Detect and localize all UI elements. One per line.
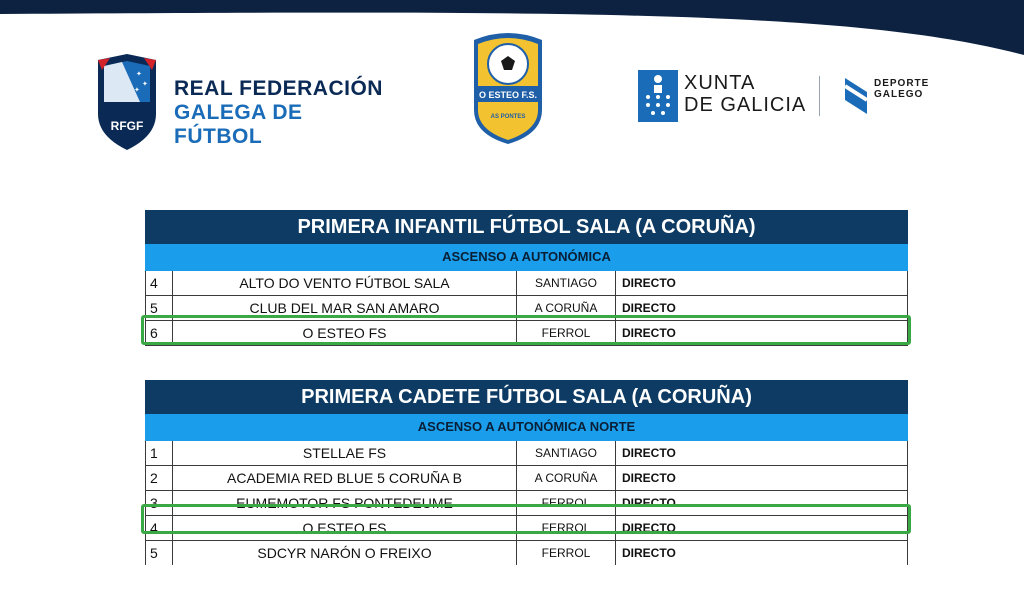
position-cell: 1 — [146, 441, 173, 466]
deporte-galego-icon — [843, 76, 869, 116]
xunta-logo — [638, 70, 938, 126]
rfgf-name-line2: GALEGA DE FÚTBOL — [174, 101, 303, 148]
status-cell: DIRECTO — [616, 491, 908, 516]
status-cell: DIRECTO — [616, 321, 908, 346]
table-title: PRIMERA INFANTIL FÚTBOL SALA (A CORUÑA) — [146, 211, 908, 244]
rfgf-logo — [92, 52, 392, 152]
svg-text:✦: ✦ — [136, 70, 142, 78]
table-row — [146, 271, 908, 296]
table-row — [146, 541, 908, 566]
city-cell: A CORUÑA — [517, 466, 616, 491]
rfgf-name — [174, 77, 392, 149]
city-cell: FERROL — [517, 516, 616, 541]
rfgf-badge-text: RFGF — [110, 119, 144, 133]
team-cell: EUMEMOTOR FS PONTEDEUME — [173, 491, 517, 516]
city-cell: FERROL — [517, 321, 616, 346]
rfgf-name-line1: REAL FEDERACIÓN — [174, 77, 383, 100]
team-cell: STELLAE FS — [173, 441, 517, 466]
status-cell: DIRECTO — [616, 271, 908, 296]
position-cell: 6 — [146, 321, 173, 346]
status-cell: DIRECTO — [616, 441, 908, 466]
row-highlight-box — [141, 504, 911, 534]
position-cell: 5 — [146, 296, 173, 321]
position-cell: 5 — [146, 541, 173, 566]
status-cell: DIRECTO — [616, 466, 908, 491]
position-cell: 4 — [146, 516, 173, 541]
table-subtitle: ASCENSO A AUTONÓMICA NORTE — [146, 414, 908, 441]
position-cell: 4 — [146, 271, 173, 296]
xunta-name — [684, 72, 806, 116]
cadete-promotion-table — [145, 380, 908, 565]
xunta-shield-icon — [638, 70, 678, 122]
deporte-name-line2: GALEGO — [874, 89, 924, 100]
status-cell: DIRECTO — [616, 541, 908, 566]
status-cell: DIRECTO — [616, 296, 908, 321]
xunta-name-line2: DE GALICIA — [684, 94, 807, 116]
position-cell: 2 — [146, 466, 173, 491]
table-row — [146, 441, 908, 466]
team-cell: CLUB DEL MAR SAN AMARO — [173, 296, 517, 321]
table-row — [146, 466, 908, 491]
rfgf-shield-icon — [92, 52, 162, 152]
position-cell: 3 — [146, 491, 173, 516]
logo-divider — [819, 76, 820, 116]
city-cell: SANTIAGO — [517, 271, 616, 296]
deporte-name-line1: DEPORTE — [874, 78, 930, 89]
team-cell: O ESTEO FS — [173, 321, 517, 346]
table-subtitle: ASCENSO A AUTONÓMICA — [146, 244, 908, 271]
city-cell: FERROL — [517, 541, 616, 566]
deporte-galego-name — [874, 78, 929, 100]
city-cell: FERROL — [517, 491, 616, 516]
svg-text:✦: ✦ — [142, 80, 148, 88]
city-cell: SANTIAGO — [517, 441, 616, 466]
table-title: PRIMERA CADETE FÚTBOL SALA (A CORUÑA) — [146, 381, 908, 414]
team-cell: O ESTEO FS — [173, 516, 517, 541]
team-cell: SDCYR NARÓN O FREIXO — [173, 541, 517, 566]
club-crest-logo — [470, 30, 546, 146]
svg-text:✦: ✦ — [134, 86, 140, 94]
status-cell: DIRECTO — [616, 516, 908, 541]
club-crest-bottom-text: AS PONTES — [490, 114, 526, 120]
row-highlight-box — [141, 315, 911, 345]
xunta-name-line1: XUNTA — [684, 72, 756, 94]
club-crest-top-text: O ESTEO F.S. — [478, 90, 538, 100]
team-cell: ALTO DO VENTO FÚTBOL SALA — [173, 271, 517, 296]
team-cell: ACADEMIA RED BLUE 5 CORUÑA B — [173, 466, 517, 491]
city-cell: A CORUÑA — [517, 296, 616, 321]
